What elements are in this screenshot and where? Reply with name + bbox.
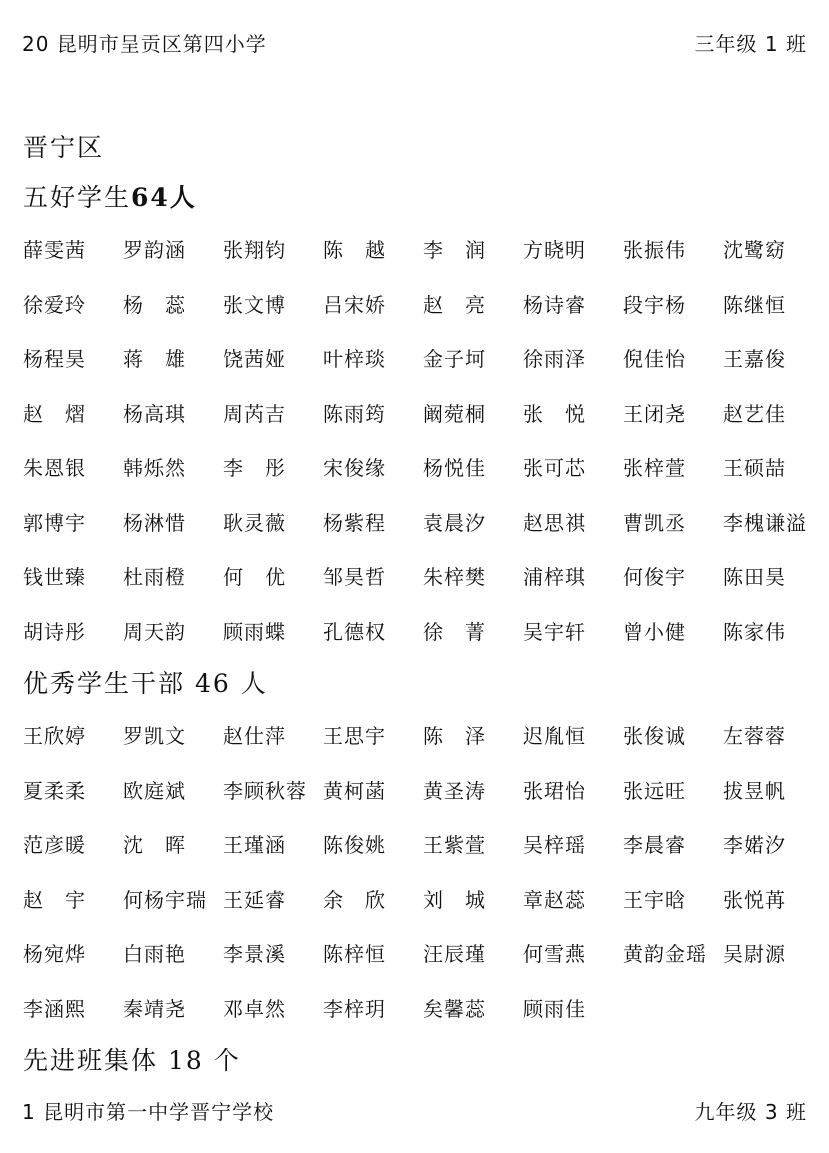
student-name: 王思宇 xyxy=(323,724,386,748)
section-heading-advanced-classes xyxy=(23,1041,241,1077)
student-name: 张文博 xyxy=(223,292,286,317)
student-name: 赵 宇 xyxy=(23,887,86,912)
student-name: 孔德权 xyxy=(323,619,386,644)
student-name: 张俊诚 xyxy=(623,724,686,748)
student-name: 薛雯茜 xyxy=(23,238,86,262)
student-name: 蒋 雄 xyxy=(123,347,186,371)
student-name: 李梓玥 xyxy=(323,996,386,1021)
student-name: 阚菀桐 xyxy=(423,401,486,426)
student-name: 秦靖尧 xyxy=(123,996,186,1021)
student-name: 陈田昊 xyxy=(723,565,786,589)
student-name: 王硕喆 xyxy=(723,456,786,480)
student-name: 李景溪 xyxy=(223,942,286,966)
student-name: 李 彤 xyxy=(223,456,286,480)
student-name: 拔昱帆 xyxy=(723,778,786,803)
student-name: 袁晨汐 xyxy=(423,510,486,535)
top-entry-school: 20 昆明市呈贡区第四小学 xyxy=(22,32,267,56)
student-name: 张远旺 xyxy=(623,778,686,803)
student-name: 李顾秋蓉 xyxy=(223,778,307,803)
student-name: 胡诗彤 xyxy=(23,619,86,644)
student-name: 范彦暖 xyxy=(23,833,86,857)
student-name: 赵思祺 xyxy=(523,510,586,535)
student-name: 倪佳怡 xyxy=(623,347,686,371)
student-name: 矣馨蕊 xyxy=(423,996,486,1021)
section-title: 五好学生 xyxy=(23,183,132,212)
student-name: 王宇晗 xyxy=(623,887,686,912)
student-name: 曹凯丞 xyxy=(623,510,686,535)
student-name: 徐 菁 xyxy=(423,619,486,644)
student-name: 饶茜娅 xyxy=(223,347,286,371)
student-name: 沈鹭窈 xyxy=(723,238,786,262)
student-name: 杜雨橙 xyxy=(123,565,186,589)
student-name: 吴梓瑶 xyxy=(523,833,586,857)
student-name: 张 悦 xyxy=(523,401,586,426)
student-name: 李晨睿 xyxy=(623,833,686,857)
student-name: 陈继恒 xyxy=(723,292,786,317)
student-name: 陈 泽 xyxy=(423,724,486,748)
student-name: 黄圣涛 xyxy=(423,778,486,803)
student-name: 张悦苒 xyxy=(723,887,786,912)
section-count: 46 人 xyxy=(185,669,268,698)
section-count: 18 个 xyxy=(158,1046,241,1075)
student-name: 欧庭斌 xyxy=(123,778,186,803)
student-name: 王延睿 xyxy=(223,887,286,912)
student-name: 方晓明 xyxy=(523,238,586,262)
student-name: 何俊宇 xyxy=(623,565,686,589)
student-name: 周天韵 xyxy=(123,619,186,644)
name-list-outstanding-cadres xyxy=(23,722,829,1049)
student-name: 何 优 xyxy=(223,565,286,589)
student-name: 黄柯菡 xyxy=(323,778,386,803)
section-heading-five-good-students xyxy=(23,178,197,214)
bottom-entry-line xyxy=(22,1096,807,1125)
student-name: 王紫萱 xyxy=(423,833,486,857)
student-name: 汪辰瑾 xyxy=(423,942,486,966)
student-name: 杨悦佳 xyxy=(423,456,486,480)
top-entry-class: 三年级 1 班 xyxy=(694,32,807,56)
student-name: 迟胤恒 xyxy=(523,724,586,748)
student-name: 张梓萱 xyxy=(623,456,686,480)
student-name: 叶梓琰 xyxy=(323,347,386,371)
student-name: 赵艺佳 xyxy=(723,401,786,426)
student-name: 夏柔柔 xyxy=(23,778,86,803)
section-count: 64人 xyxy=(131,183,197,212)
student-name: 杨 蕊 xyxy=(123,292,186,317)
student-name: 杨宛烨 xyxy=(23,942,86,966)
student-name: 朱梓樊 xyxy=(423,565,486,589)
student-name: 陈 越 xyxy=(323,238,386,262)
student-name: 顾雨蝶 xyxy=(223,619,286,644)
student-name: 左蓉蓉 xyxy=(723,724,786,748)
district-heading: 晋宁区 xyxy=(23,133,105,162)
student-name: 黄韵金瑶 xyxy=(623,942,707,966)
student-name: 吴宇轩 xyxy=(523,619,586,644)
student-name: 陈俊姚 xyxy=(323,833,386,857)
student-name: 周芮吉 xyxy=(223,401,286,426)
student-name: 余 欣 xyxy=(323,887,386,912)
student-name: 李婼汐 xyxy=(723,833,786,857)
student-name: 赵 熠 xyxy=(23,401,86,426)
student-name: 吕宋娇 xyxy=(323,292,386,317)
student-name: 白雨艳 xyxy=(123,942,186,966)
student-name: 邓卓然 xyxy=(223,996,286,1021)
student-name: 朱恩银 xyxy=(23,456,86,480)
student-name: 张可芯 xyxy=(523,456,586,480)
student-name: 沈 晖 xyxy=(123,833,186,857)
student-name: 王瑾涵 xyxy=(223,833,286,857)
student-name: 杨高琪 xyxy=(123,401,186,426)
student-name: 杨诗睿 xyxy=(523,292,586,317)
student-name: 何杨宇瑞 xyxy=(123,887,207,912)
student-name: 杨程昊 xyxy=(23,347,86,371)
student-name: 何雪燕 xyxy=(523,942,586,966)
bottom-entry-school: 1 昆明市第一中学晋宁学校 xyxy=(22,1100,275,1124)
student-name: 章赵蕊 xyxy=(523,887,586,912)
student-name: 赵仕萍 xyxy=(223,724,286,748)
student-name: 郭博宇 xyxy=(23,510,86,535)
student-name: 陈梓恒 xyxy=(323,942,386,966)
student-name: 宋俊缘 xyxy=(323,456,386,480)
student-name: 王闭尧 xyxy=(623,401,686,426)
section-heading-outstanding-cadres xyxy=(23,664,268,700)
student-name: 韩烁然 xyxy=(123,456,186,480)
student-name: 李 润 xyxy=(423,238,486,262)
student-name: 王嘉俊 xyxy=(723,347,786,371)
student-name: 杨紫程 xyxy=(323,510,386,535)
student-name: 罗凯文 xyxy=(123,724,186,748)
student-name: 赵 亮 xyxy=(423,292,486,317)
student-name: 王欣婷 xyxy=(23,724,86,748)
student-name: 浦梓琪 xyxy=(523,565,586,589)
top-entry-line xyxy=(22,28,807,57)
student-name: 张珺怡 xyxy=(523,778,586,803)
section-title: 优秀学生干部 xyxy=(23,669,186,698)
student-name: 曾小健 xyxy=(623,619,686,644)
student-name: 段宇杨 xyxy=(623,292,686,317)
student-name: 金子坷 xyxy=(423,347,486,371)
student-name: 邹昊哲 xyxy=(323,565,386,589)
name-list-five-good-students xyxy=(23,236,829,672)
student-name: 张振伟 xyxy=(623,238,686,262)
student-name: 耿灵薇 xyxy=(223,510,286,535)
student-name: 杨淋惜 xyxy=(123,510,186,535)
student-name: 钱世臻 xyxy=(23,565,86,589)
student-name: 刘 城 xyxy=(423,887,486,912)
student-name: 徐雨泽 xyxy=(523,347,586,371)
student-name: 罗韵涵 xyxy=(123,238,186,262)
student-name: 李槐谦溢 xyxy=(723,510,807,535)
section-title: 先进班集体 xyxy=(23,1046,159,1075)
student-name: 顾雨佳 xyxy=(523,996,586,1021)
student-name: 陈雨筠 xyxy=(323,401,386,426)
student-name: 李涵熙 xyxy=(23,996,86,1021)
student-name: 吴尉源 xyxy=(723,942,786,966)
student-name: 徐爱玲 xyxy=(23,292,86,317)
bottom-entry-class: 九年级 3 班 xyxy=(694,1100,807,1124)
student-name: 陈家伟 xyxy=(723,619,786,644)
student-name: 张翔钧 xyxy=(223,238,286,262)
